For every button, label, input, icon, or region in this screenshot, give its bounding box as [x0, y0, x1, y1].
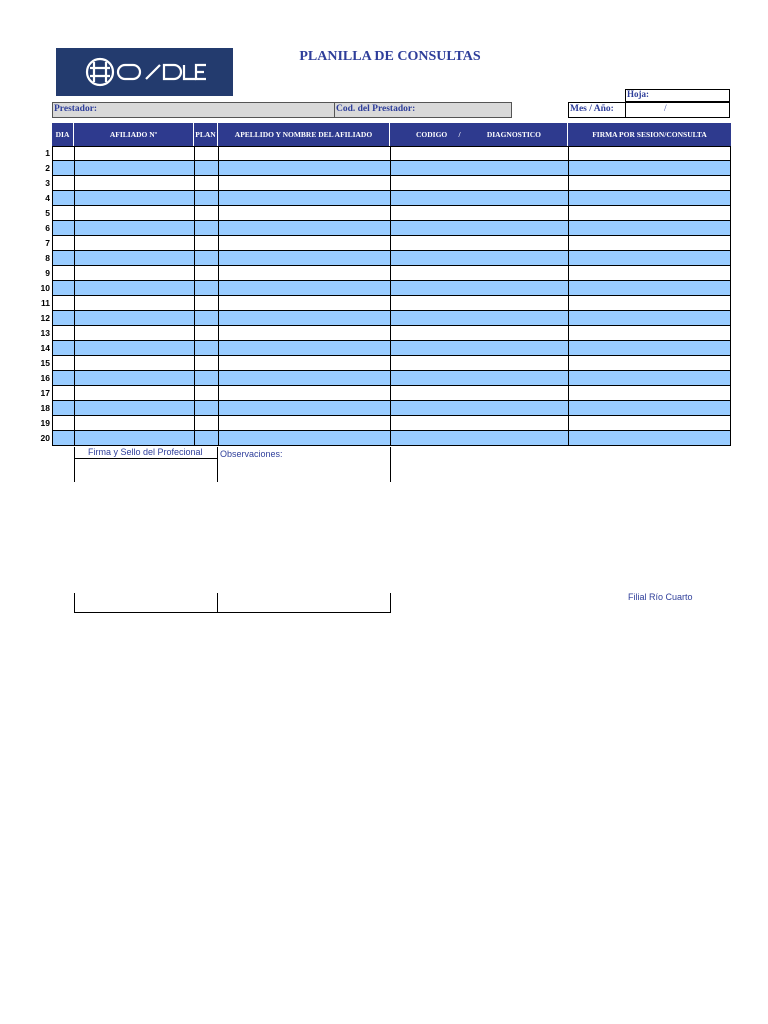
table-row[interactable]: [52, 341, 731, 356]
row-number: 2: [45, 163, 50, 173]
table-row[interactable]: [52, 236, 731, 251]
table-row[interactable]: [52, 311, 731, 326]
row-number: 10: [40, 283, 50, 293]
column-divider: [218, 146, 219, 446]
table-row[interactable]: [52, 221, 731, 236]
row-number: 18: [40, 403, 50, 413]
row-number: 17: [40, 388, 50, 398]
row-number: 6: [45, 223, 50, 233]
prestador-label: Prestador:: [54, 104, 98, 114]
table-row[interactable]: [52, 296, 731, 311]
table-row[interactable]: [52, 176, 731, 191]
col-header-dia: DIA: [52, 123, 74, 146]
row-number: 8: [45, 253, 50, 263]
footer-bottom-line: [74, 612, 391, 613]
table-row[interactable]: [52, 161, 731, 176]
column-divider: [730, 146, 731, 446]
page-title: PLANILLA DE CONSULTAS: [299, 49, 481, 64]
column-divider: [194, 146, 195, 446]
row-number: 4: [45, 193, 50, 203]
osde-logo-mark: [56, 48, 233, 96]
mes-anio-label: Mes / Año:: [570, 104, 614, 114]
row-number: 11: [41, 298, 50, 308]
table-row[interactable]: [52, 326, 731, 341]
row-number: 3: [45, 178, 50, 188]
column-divider: [390, 146, 391, 446]
column-divider: [52, 146, 53, 446]
prestador-divider: [334, 102, 335, 118]
col-header-firma: FIRMA POR SESION/CONSULTA: [568, 123, 731, 146]
prestador-field[interactable]: [52, 102, 512, 118]
firma-lower-border-mid: [217, 593, 218, 613]
row-number: 12: [40, 313, 50, 323]
row-number: 16: [40, 373, 50, 383]
table-row[interactable]: [52, 386, 731, 401]
observaciones-border-right: [390, 447, 391, 482]
firma-border-left: [74, 447, 75, 482]
firma-sello-label: Firma y Sello del Profecional: [88, 447, 203, 457]
firma-lower-border-left: [74, 593, 75, 613]
table-row[interactable]: [52, 401, 731, 416]
col-header-codigo-diagnostico: CODIGO / DIAGNOSTICO: [390, 123, 568, 146]
row-number: 9: [45, 268, 50, 278]
table-row[interactable]: [52, 416, 731, 431]
table-row[interactable]: [52, 206, 731, 221]
row-number: 1: [45, 148, 50, 158]
column-divider: [568, 146, 569, 446]
row-number: 14: [40, 343, 50, 353]
osde-logo: [56, 48, 233, 96]
table-row[interactable]: [52, 251, 731, 266]
cod-prestador-label: Cod. del Prestador:: [336, 104, 416, 114]
table-row[interactable]: [52, 266, 731, 281]
observaciones-lower-border-right: [390, 593, 391, 613]
row-number: 5: [45, 208, 50, 218]
table-row[interactable]: [52, 281, 731, 296]
table-row[interactable]: [52, 431, 731, 446]
table-row[interactable]: [52, 356, 731, 371]
table-row[interactable]: [52, 371, 731, 386]
col-header-plan: PLAN: [194, 123, 218, 146]
firma-border-right: [217, 447, 218, 482]
row-number: 13: [40, 328, 50, 338]
row-number: 15: [40, 358, 50, 368]
col-header-apellido-nombre: APELLIDO Y NOMBRE DEL AFILIADO: [218, 123, 390, 146]
col-header-afiliado: AFILIADO Nº: [74, 123, 194, 146]
row-number: 7: [45, 238, 50, 248]
mes-anio-divider: [625, 102, 626, 118]
firma-underline: [74, 458, 218, 459]
table-top-border: [52, 146, 731, 147]
filial-label: Filial Río Cuarto: [628, 592, 693, 602]
row-number: 20: [40, 433, 50, 443]
row-number: 19: [40, 418, 50, 428]
mes-anio-separator: /: [664, 104, 667, 114]
hoja-label: Hoja:: [627, 89, 649, 99]
observaciones-label: Observaciones:: [220, 449, 283, 459]
table-row[interactable]: [52, 191, 731, 206]
table-row[interactable]: [52, 146, 731, 161]
column-divider: [74, 146, 75, 446]
